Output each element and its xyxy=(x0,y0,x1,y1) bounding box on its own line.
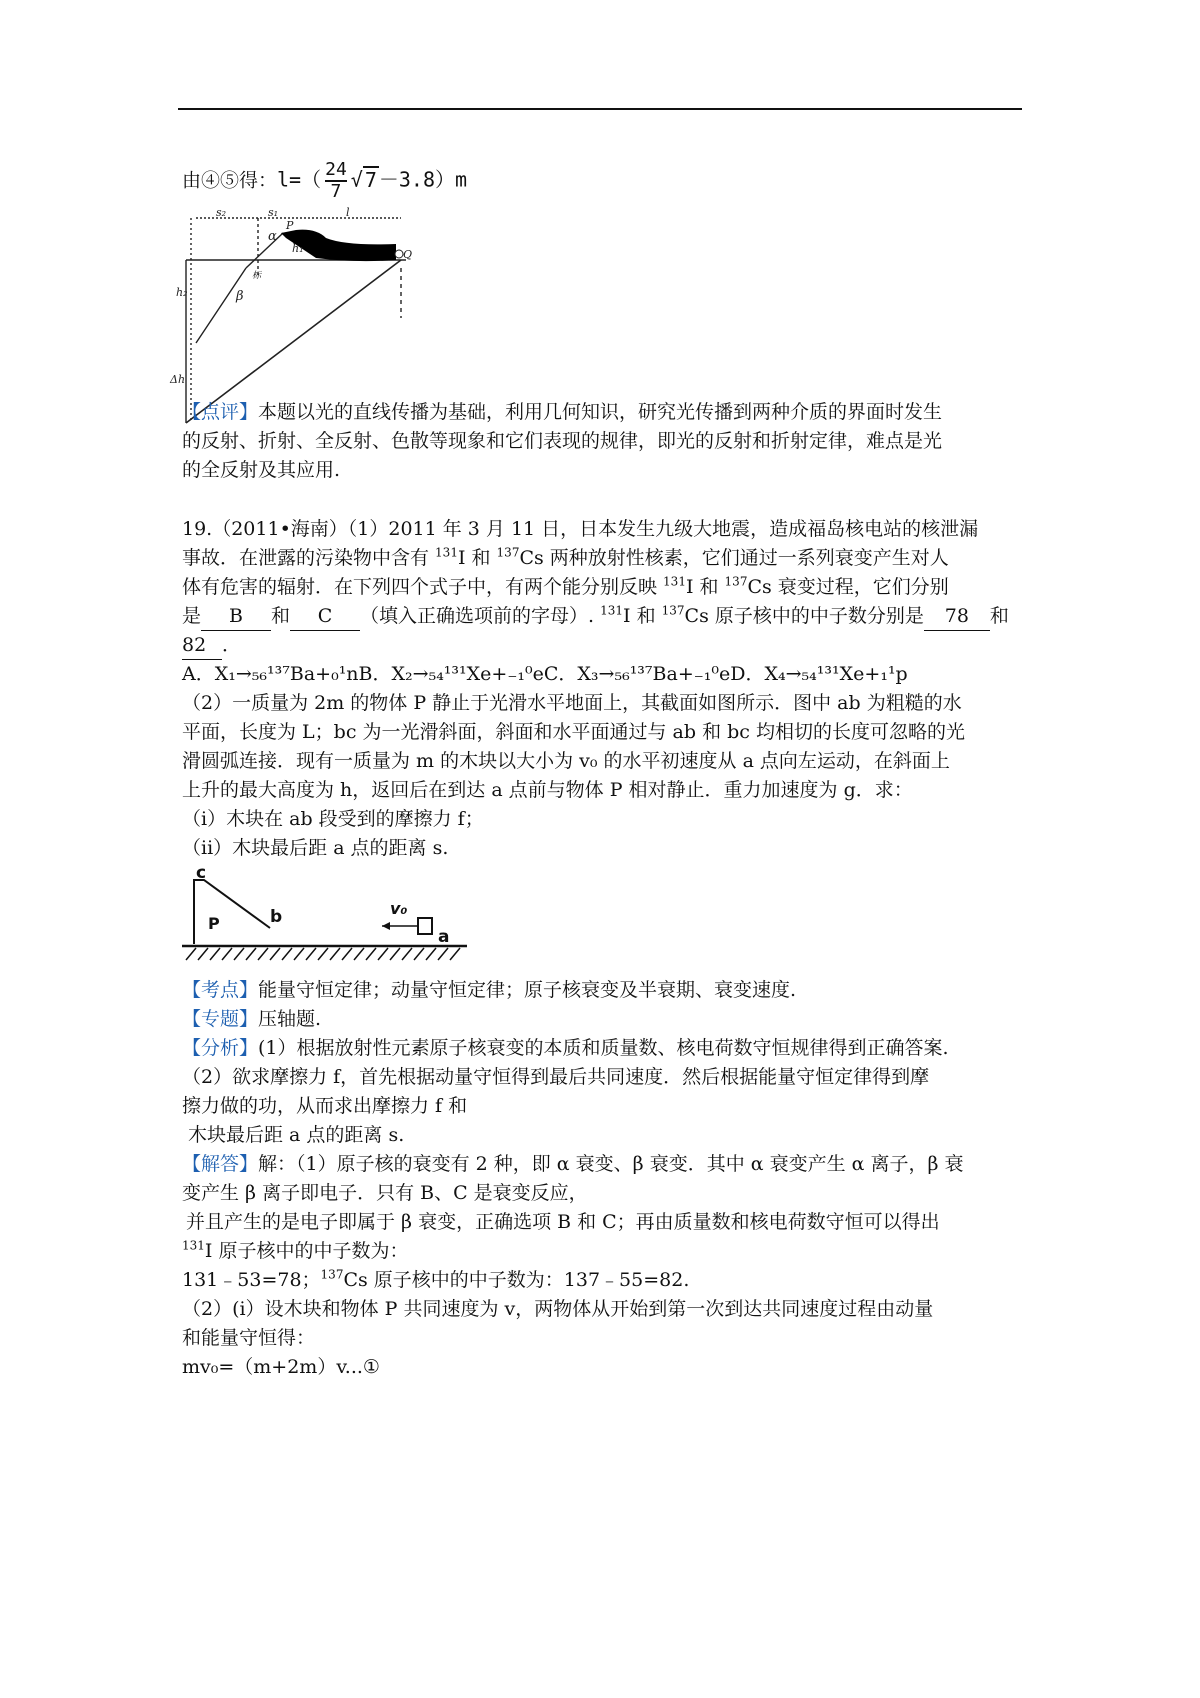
svg-text:a: a xyxy=(438,927,450,947)
svg-text:h₁: h₁ xyxy=(292,242,304,255)
q19-line-3: 体有危害的辐射．在下列四个式子中，有两个能分别反映 $^{131}$I 和 $^{137}$Cs 衰变过程，它们分别 xyxy=(182,574,949,598)
fenxi-line-2: （2）欲求摩擦力 f，首先根据动量守恒得到最后共同速度．然后根据能量守恒定律得到摩 xyxy=(182,1066,930,1088)
svg-text:Δh: Δh xyxy=(170,373,186,386)
velocity-arrow xyxy=(382,922,390,930)
figure-slope-block xyxy=(182,863,467,962)
comment-line-3: 的全反射及其应用. xyxy=(182,459,341,481)
svg-text:标: 标 xyxy=(252,271,262,281)
q19-line-4: 是 B 和 C （填入正确选项前的字母）. $^{131}$I 和 $^{137}$Cs 原子核中的中子数分别是 78 和 xyxy=(182,602,1009,631)
jieda-line-4: $^{131}$I 原子核中的中子数为： xyxy=(182,1238,409,1262)
svg-text:β: β xyxy=(236,289,244,304)
q19-line-1: 19.（2011•海南）（1）2011 年 3 月 11 日，日本发生九级大地震，造成福岛核电站的核泄漏 xyxy=(182,518,979,540)
svg-text:s₁: s₁ xyxy=(268,206,279,219)
q19-options: A．X₁→₅₆¹³⁷Ba+₀¹nB．X₂→₅₄¹³¹Xe+₋₁⁰eC．X₃→₅₆¹³⁷Ba+₋₁⁰eD．X₄→₅₄¹³¹Xe+₁¹p xyxy=(182,663,908,685)
svg-text:l: l xyxy=(346,206,350,219)
answer-blank-4: 82 xyxy=(182,631,222,660)
refracted-ray xyxy=(196,268,246,343)
svg-text:P: P xyxy=(208,914,220,933)
jieda-line-6: （2）(i）设木块和物体 P 共同速度为 v，两物体从开始到第一次到达共同速度过程由动量 xyxy=(182,1298,934,1320)
svg-text:h₂: h₂ xyxy=(176,286,188,299)
q19-part2-line-2: 平面，长度为 L；bc 为一光滑斜面，斜面和水平面通过与 ab 和 bc 均相切的长度可忽略的光 xyxy=(182,721,965,743)
svg-text:α: α xyxy=(268,229,277,244)
jieda-line-2: 变产生 β 离子即电子．只有 B、C 是衰变反应， xyxy=(182,1182,588,1204)
comment-line-1: 【点评】本题以光的直线传播为基础，利用几何知识，研究光传播到两种介质的界面时发生 xyxy=(182,401,943,423)
figure-light-refraction xyxy=(170,206,448,430)
svg-text:v₀: v₀ xyxy=(390,899,408,918)
jieda-line-5: 131﹣53=78；$^{137}$Cs 原子核中的中子数为：137﹣55=82. xyxy=(182,1267,690,1291)
answer-blank-2: C xyxy=(290,602,360,631)
q19-sub-i: （i）木块在 ab 段受到的摩擦力 f； xyxy=(182,808,484,830)
jieda-line-1: 【解答】解：（1）原子核的衰变有 2 种，即 α 衰变、β 衰变．其中 α 衰变产生 α 离子，β 衰 xyxy=(182,1153,964,1175)
object-p-outline xyxy=(194,880,270,944)
q19-part2-line-4: 上升的最大高度为 h，返回后在到达 a 点前与物体 P 相对静止．重力加速度为 g．求： xyxy=(182,779,913,801)
jieda-line-3: 并且产生的是电子即属于 β 衰变，正确选项 B 和 C；再由质量数和核电荷数守恒可以得出 xyxy=(186,1211,940,1233)
fraction: $\frac{24}{7}$ xyxy=(325,159,347,202)
answer-blank-3: 78 xyxy=(924,602,990,631)
q19-line-5: 82 ． xyxy=(182,631,241,660)
incident-ray xyxy=(246,233,283,268)
q19-part2-line-1: （2）一质量为 2m 的物体 P 静止于光滑水平地面上，其截面如图所示．图中 ab 为粗糙的水 xyxy=(182,692,962,714)
formula-line: 由④⑤得：l=（ $\frac{24}{7}$ √ 7 －3.8）m xyxy=(182,159,468,202)
header-rule xyxy=(178,108,1022,110)
svg-text:b: b xyxy=(270,907,283,927)
svg-text:c: c xyxy=(196,863,207,883)
answer-blank-1: B xyxy=(201,602,271,631)
fenxi-line-4: 木块最后距 a 点的距离 s. xyxy=(188,1124,405,1146)
svg-text:Q: Q xyxy=(403,248,413,261)
fenxi-line-3: 擦力做的功，从而求出摩擦力 f 和 xyxy=(182,1095,468,1117)
q19-part2-line-3: 滑圆弧连接．现有一质量为 m 的木块以大小为 v₀ 的水平初速度从 a 点向左运动，在斜面上 xyxy=(182,750,950,772)
jieda-line-7: 和能量守恒得： xyxy=(182,1327,316,1349)
kaodian-line: 【考点】能量守恒定律；动量守恒定律；原子核衰变及半衰期、衰变速度. xyxy=(182,979,797,1001)
zhuanti-line: 【专题】压轴题. xyxy=(182,1008,322,1030)
fenxi-line-1: 【分析】(1）根据放射性元素原子核衰变的本质和质量数、核电荷数守恒规律得到正确答案. xyxy=(182,1037,949,1059)
svg-text:P: P xyxy=(286,219,294,232)
svg-text:s₂: s₂ xyxy=(216,206,227,219)
comment-line-2: 的反射、折射、全反射、色散等现象和它们表现的规律，即光的反射和折射定律，难点是光 xyxy=(182,430,943,452)
wooden-block xyxy=(418,918,432,934)
jieda-line-8: mv₀=（m+2m）v...① xyxy=(182,1356,380,1378)
q19-line-2: 事故．在泄露的污染物中含有 $^{131}$I 和 $^{137}$Cs 两种放射性核素，它们通过一系列衰变产生对人 xyxy=(182,545,949,569)
q19-sub-ii: （ii）木块最后距 a 点的距离 s. xyxy=(182,837,449,859)
